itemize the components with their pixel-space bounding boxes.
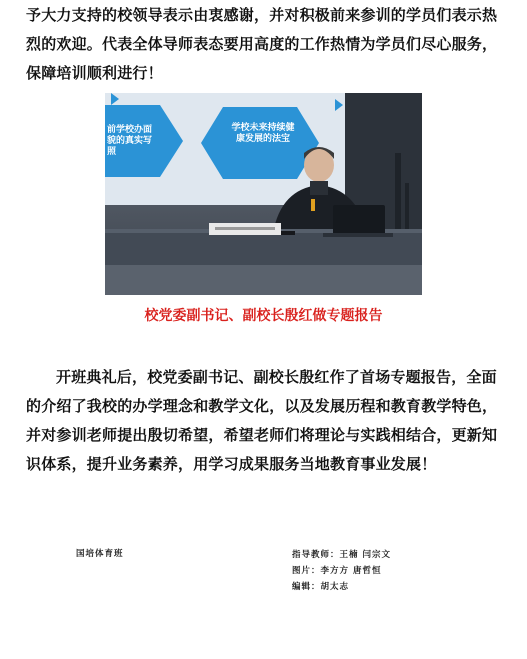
footer-photos: 图片：李方方 唐哲恒: [292, 566, 382, 576]
footer-supervisors: 指导教师：王楠 闫宗文: [292, 550, 391, 560]
intro-paragraph: 予大力支持的校领导表示由衷感谢，并对积极前来参训的学员们表示热烈的欢迎。代表全体导师表态要用高度的工作热情为学员们尽心服务，保障培训顺利进行！: [26, 6, 498, 82]
footer-credits: [292, 547, 391, 595]
slide-text-right: 学校未来持续健康发展的法宝: [231, 123, 295, 144]
footer-editor: 编辑：胡太志: [292, 582, 350, 592]
slide-text-left: 前学校办面貌的真实写照: [107, 125, 153, 157]
footer-class-name: 国培体育班: [76, 549, 124, 559]
report-paragraph: 开班典礼后，校党委副书记、副校长殷红作了首场专题报告，全面的介绍了我校的办学理念和教学文化，以及发展历程和教育教学特色，并对参训老师提出殷切希望，希望老师们将理论与实践相结合，更新知识体系，提升业务素养，用学习成果服务当地教育事业发展！: [26, 368, 498, 473]
photo-caption: 校党委副书记、副校长殷红做专题报告: [144, 308, 383, 324]
report-photo: [105, 93, 422, 295]
